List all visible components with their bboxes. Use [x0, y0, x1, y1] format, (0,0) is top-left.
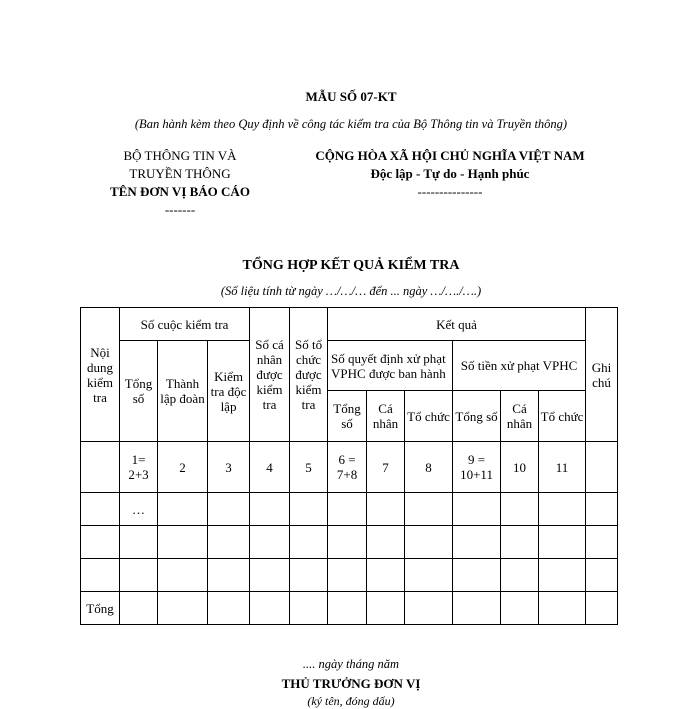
table-cell	[250, 559, 290, 592]
table-cell	[453, 559, 501, 592]
header-fines-group: Số tiền xử phạt VPHC	[453, 341, 586, 391]
index-cell: 9 = 10+11	[453, 442, 501, 493]
table-row	[81, 526, 618, 559]
table-cell	[208, 526, 250, 559]
index-cell: 5	[290, 442, 328, 493]
table-cell	[539, 592, 586, 625]
table-cell	[81, 559, 120, 592]
header-fines-individual: Cá nhân	[501, 391, 539, 442]
table-cell	[405, 559, 453, 592]
table-cell	[328, 592, 367, 625]
footer-date-line: .... ngày tháng năm	[302, 657, 400, 671]
total-row	[81, 592, 618, 625]
header-decisions-individual: Cá nhân	[367, 391, 405, 442]
header-content: Nội dung kiểm tra	[81, 308, 120, 442]
header-inspections-group: Số cuộc kiểm tra	[120, 308, 250, 341]
table-cell	[586, 592, 618, 625]
table-row	[81, 559, 618, 592]
index-cell: 7	[367, 442, 405, 493]
table-cell	[367, 526, 405, 559]
table-cell	[81, 526, 120, 559]
table-cell	[290, 493, 328, 526]
header-fines-org: Tổ chức	[539, 391, 586, 442]
form-code: MẪU SỐ 07-KT	[305, 89, 397, 104]
header-decisions-org: Tổ chức	[405, 391, 453, 442]
left-divider: -------	[164, 202, 196, 217]
header-notes: Ghi chú	[586, 308, 618, 442]
table-cell	[405, 493, 453, 526]
table-cell	[158, 493, 208, 526]
right-divider: ---------------	[417, 184, 483, 199]
total-label: Tổng	[81, 592, 120, 625]
table-cell	[539, 526, 586, 559]
table-cell	[405, 526, 453, 559]
table-cell	[120, 559, 158, 592]
signature-note: (ký tên, đóng dấu)	[307, 694, 395, 708]
index-cell: 1= 2+3	[120, 442, 158, 493]
table-cell	[328, 526, 367, 559]
table-cell	[501, 493, 539, 526]
table-cell	[328, 559, 367, 592]
ministry-line-2: TRUYỀN THÔNG	[129, 166, 231, 181]
table-cell	[453, 592, 501, 625]
index-cell: 4	[250, 442, 290, 493]
country-name: CỘNG HÒA XÃ HỘI CHỦ NGHĨA VIỆT NAM	[315, 148, 585, 163]
index-cell: 3	[208, 442, 250, 493]
report-period: (Số liệu tính từ ngày …/…/… đến ... ngày …/…./….)	[220, 284, 482, 298]
table-cell	[81, 493, 120, 526]
table-cell	[290, 526, 328, 559]
index-cell: 2	[158, 442, 208, 493]
table-cell	[586, 493, 618, 526]
table-cell	[120, 592, 158, 625]
table-cell	[586, 526, 618, 559]
header-team: Thành lập đoàn	[158, 341, 208, 442]
table-cell	[586, 442, 618, 493]
table-cell	[501, 559, 539, 592]
head-of-unit-title: THỦ TRƯỞNG ĐƠN VỊ	[281, 676, 421, 691]
table-cell	[81, 442, 120, 493]
table-cell	[158, 559, 208, 592]
table-cell	[250, 592, 290, 625]
header-fines-total: Tổng số	[453, 391, 501, 442]
table-cell	[158, 526, 208, 559]
motto: Độc lập - Tự do - Hạnh phúc	[370, 166, 530, 181]
results-table	[80, 307, 618, 625]
index-cell: 6 = 7+8	[328, 442, 367, 493]
table-cell	[501, 592, 539, 625]
table-cell	[539, 493, 586, 526]
table-cell	[367, 493, 405, 526]
table-cell	[453, 493, 501, 526]
header-results-group: Kết quả	[328, 308, 586, 341]
header-independent: Kiểm tra độc lập	[208, 341, 250, 442]
issuing-agency-block	[95, 147, 265, 219]
table-cell	[208, 592, 250, 625]
table-cell	[250, 526, 290, 559]
table-cell	[120, 526, 158, 559]
table-cell	[208, 559, 250, 592]
header-individuals-checked: Số cá nhân được kiểm tra	[250, 308, 290, 442]
header-decisions-group: Số quyết định xử phạt VPHC được ban hành	[328, 341, 453, 391]
ministry-line-1: BỘ THÔNG TIN VÀ	[123, 148, 237, 163]
index-row	[81, 442, 618, 493]
table-cell	[501, 526, 539, 559]
table-cell	[290, 592, 328, 625]
issued-basis: (Ban hành kèm theo Quy định về công tác kiểm tra của Bộ Thông tin và Truyền thông)	[134, 117, 568, 131]
header-decisions-total: Tổng số	[328, 391, 367, 442]
table-cell	[405, 592, 453, 625]
table-cell	[208, 493, 250, 526]
table-cell	[250, 493, 290, 526]
table-cell	[328, 493, 367, 526]
national-heading-block	[285, 147, 615, 201]
table-cell	[586, 559, 618, 592]
unit-name: TÊN ĐƠN VỊ BÁO CÁO	[110, 184, 250, 199]
header-orgs-checked: Số tổ chức được kiểm tra	[290, 308, 328, 442]
table-row	[81, 493, 618, 526]
ellipsis-cell: …	[120, 493, 158, 526]
table-cell	[158, 592, 208, 625]
header-total-inspections: Tổng số	[120, 341, 158, 442]
index-cell: 8	[405, 442, 453, 493]
report-title: TỔNG HỢP KẾT QUẢ KIỂM TRA	[242, 258, 460, 273]
index-cell: 10	[501, 442, 539, 493]
table-cell	[290, 559, 328, 592]
table-cell	[367, 592, 405, 625]
table-cell	[539, 559, 586, 592]
table-cell	[367, 559, 405, 592]
index-cell: 11	[539, 442, 586, 493]
table-cell	[453, 526, 501, 559]
